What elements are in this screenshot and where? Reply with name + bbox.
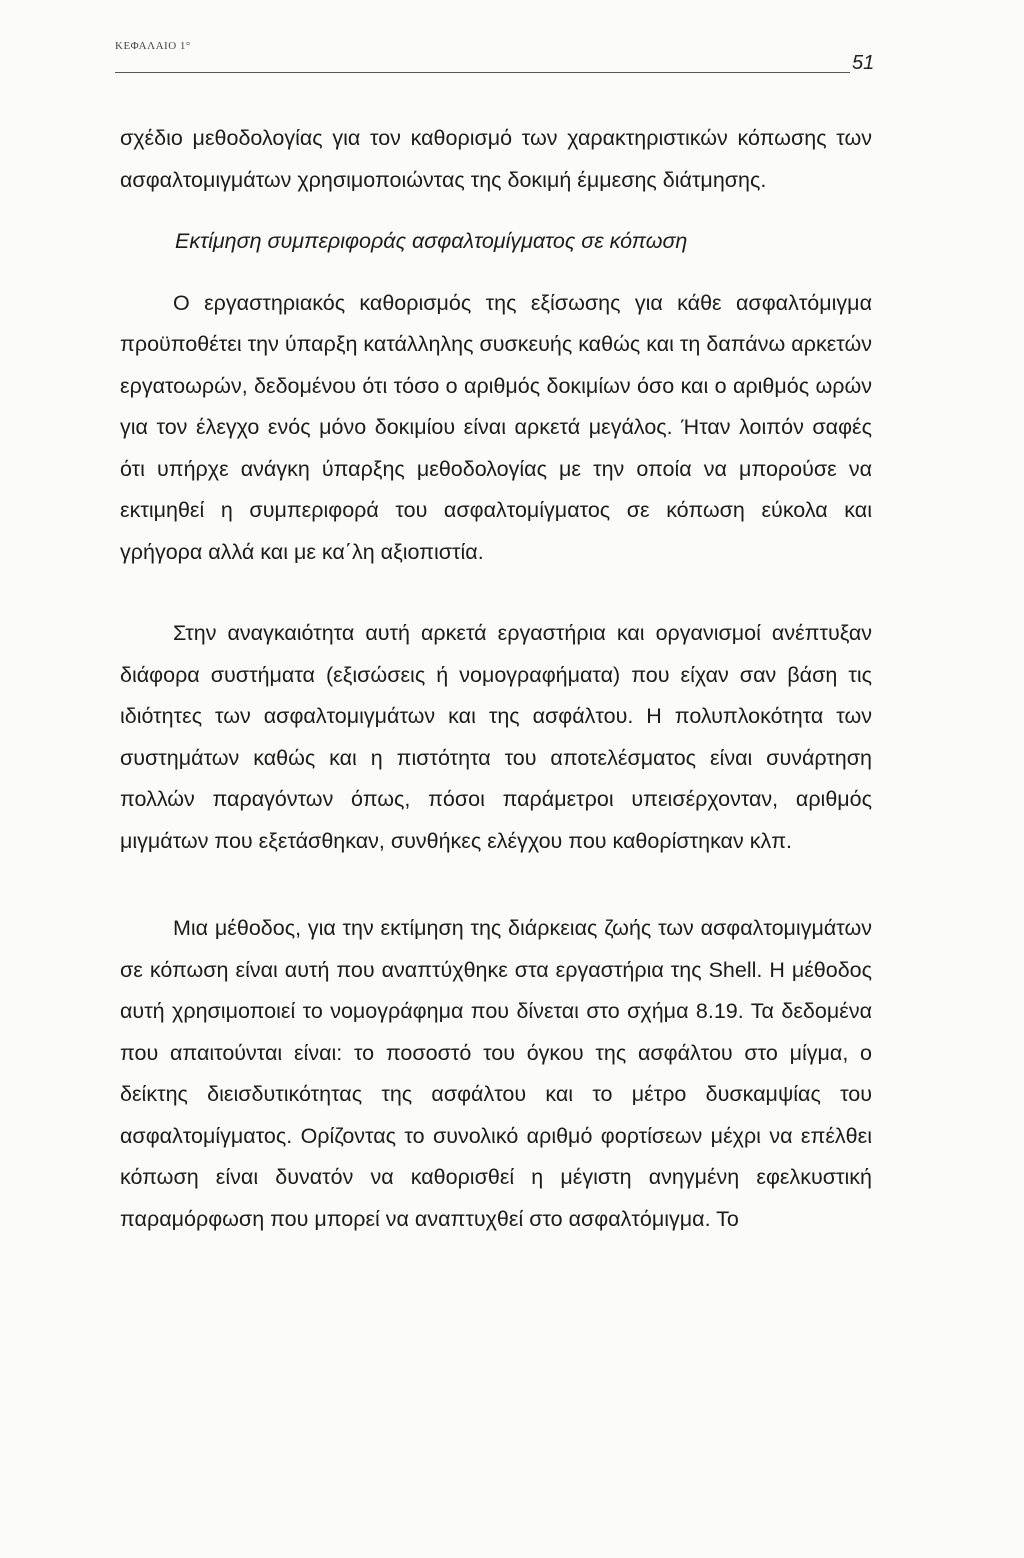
- running-head: ΚΕΦΑΛΑΙΟ 1°: [115, 40, 191, 52]
- body-text: [120, 118, 872, 1240]
- intro-paragraph: σχέδιο μεθοδολογίας για τον καθορισμό των χαρακτηριστικών κόπωσης των ασφαλτομιγμάτων χρησιμοποιώντας της δοκιμή έμμεσης διάτμησης.: [120, 126, 872, 192]
- page-number: 51: [852, 52, 875, 74]
- header-rule: [115, 72, 850, 73]
- paragraph-gap: [120, 862, 872, 908]
- section-heading: Εκτίμηση συμπεριφοράς ασφαλτομίγματος σε κόπωση: [175, 229, 688, 253]
- paragraph-gap: [120, 573, 872, 613]
- paragraph-1: Ο εργαστηριακός καθορισμός της εξίσωσης για κάθε ασφαλτόμιγμα προϋποθέτει την ύπαρξη κατάλληλης συσκευής καθώς και τη δαπάνω αρκετών εργατοωρών, δεδομένου ότι τόσο ο αριθμός δοκιμίων όσο και ο αριθμός ωρών για τον έλεγχο ενός μόνο δοκιμίου είναι αρκετά μεγάλος. Ήταν λοιπόν σαφές ότι υπήρχε ανάγκη ύπαρξης μεθοδολογίας με την οποία να μπορούσε να εκτιμηθεί η συμπεριφορά του ασφαλτομίγματος σε κόπωση εύκολα και γρήγορα αλλά και με κα΄λη αξιοπιστία.: [120, 290, 872, 564]
- paragraph-2: Στην αναγκαιότητα αυτή αρκετά εργαστήρια και οργανισμοί ανέπτυξαν διάφορα συστήματα (εξισώσεις ή νομογραφήματα) που είχαν σαν βάση τις ιδιότητες των ασφαλτομιγμάτων και της ασφάλτου. Η πολυπλοκότητα των συστημάτων καθώς και η πιστότητα του αποτελέσματος είναι συνάρτηση πολλών παραγόντων όπως, πόσοι παράμετροι υπεισέρχονταν, αριθμός μιγμάτων που εξετάσθηκαν, συνθήκες ελέγχου που καθορίστηκαν κλπ.: [120, 621, 872, 853]
- paragraph-3: Μια μέθοδος, για την εκτίμηση της διάρκειας ζωής των ασφαλτομιγμάτων σε κόπωση είναι αυτή που αναπτύχθηκε στα εργαστήρια της Shell. Η μέθοδος αυτή χρησιμοποιεί το νομογράφημα που δίνεται στο σχήμα 8.19. Τα δεδομένα που απαιτούνται είναι: το ποσοστό του όγκου της ασφάλτου στο μίγμα, ο δείκτης διεισδυτικότητας της ασφάλτου και το μέτρο δυσκαμψίας του ασφαλτομίγματος. Ορίζοντας το συνολικό αριθμό φορτίσεων μέχρι να επέλθει κόπωση είναι δυνατόν να καθορισθεί η μέγιστη ανηγμένη εφελκυστική παραμόρφωση που μπορεί να αναπτυχθεί στο ασφαλτόμιγμα. Το: [120, 916, 872, 1231]
